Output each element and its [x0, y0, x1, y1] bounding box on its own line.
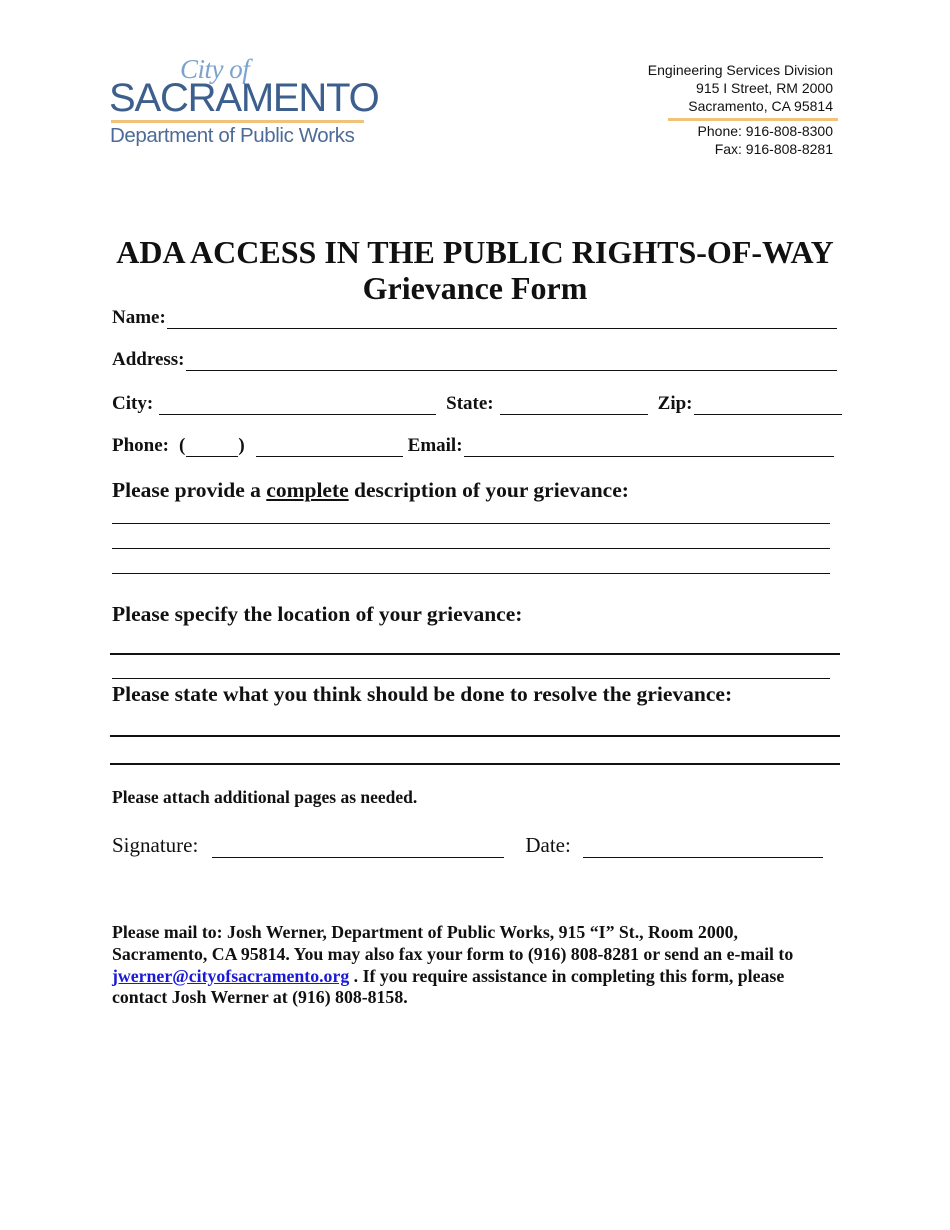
name-row: [112, 307, 837, 329]
resolution-question: Please state what you think should be done to resolve the grievance:: [112, 682, 733, 706]
signature-row: [112, 833, 823, 858]
address-label: Address:: [112, 349, 185, 370]
header-divider: [668, 118, 838, 121]
city-field[interactable]: [159, 398, 436, 415]
area-code-close: ): [238, 435, 245, 456]
date-field[interactable]: [583, 839, 823, 858]
description-question: [112, 478, 629, 503]
description-line-1[interactable]: [112, 523, 830, 524]
page-subtitle: Grievance Form: [362, 270, 588, 306]
mail-instructions: [112, 922, 832, 1009]
zip-label: Zip:: [657, 393, 693, 414]
name-field[interactable]: [167, 312, 837, 329]
contact-email-link[interactable]: jwerner@cityofsacramento.org: [112, 965, 350, 986]
resolution-line-1[interactable]: [110, 735, 840, 737]
attach-note: Please attach additional pages as needed.: [112, 787, 418, 807]
logo-city-of: City of: [180, 54, 250, 84]
area-code-open: (: [179, 435, 186, 456]
mail-text-after: . If you require assistance in completing this form, please contact Josh Werner at (916) 808-8158.: [112, 965, 785, 1008]
location-line-1[interactable]: [110, 653, 840, 655]
area-code-field[interactable]: [186, 440, 238, 457]
address-row: [112, 349, 837, 371]
zip-field[interactable]: [694, 398, 842, 415]
state-field[interactable]: [500, 398, 648, 415]
state-label: State:: [446, 393, 494, 414]
description-line-3[interactable]: [112, 573, 830, 574]
city-label: City:: [112, 393, 154, 414]
header-division: Engineering Services Division: [647, 62, 833, 78]
header-city-state-zip: Sacramento, CA 95814: [688, 98, 833, 114]
description-emphasis: complete: [266, 478, 349, 502]
date-label: Date:: [525, 833, 571, 857]
signature-label: Signature:: [112, 833, 199, 857]
city-state-zip-row: [112, 393, 842, 415]
email-label: Email:: [407, 435, 463, 456]
name-label: Name:: [112, 307, 166, 328]
logo-divider: [111, 120, 364, 123]
email-field[interactable]: [464, 440, 834, 457]
address-field[interactable]: [186, 354, 837, 371]
location-question: Please specify the location of your grievance:: [112, 602, 523, 626]
mail-text-before: Please mail to: Josh Werner, Department of Public Works, 915 “I” St., Room 2000, Sacramento, CA 95814. You may also fax your form to (916) 808-8281 or send an e-mail to: [112, 922, 794, 964]
logo-department: Department of Public Works: [110, 124, 355, 147]
resolution-line-2[interactable]: [110, 763, 840, 765]
location-line-2[interactable]: [112, 678, 830, 679]
header-phone: Phone: 916-808-8300: [697, 123, 833, 139]
signature-field[interactable]: [212, 839, 504, 858]
logo-city-name: SACRAMENTO: [109, 76, 379, 120]
phone-number-field[interactable]: [256, 440, 403, 457]
phone-label: Phone:: [112, 435, 169, 456]
header-fax: Fax: 916-808-8281: [714, 141, 833, 157]
header-street: 915 I Street, RM 2000: [696, 80, 833, 96]
description-line-2[interactable]: [112, 548, 830, 549]
page-title: ADA ACCESS IN THE PUBLIC RIGHTS-OF-WAY: [116, 234, 834, 270]
description-prefix: Please provide a: [112, 478, 267, 502]
phone-email-row: [112, 435, 834, 457]
description-suffix: description of your grievance:: [348, 478, 629, 502]
